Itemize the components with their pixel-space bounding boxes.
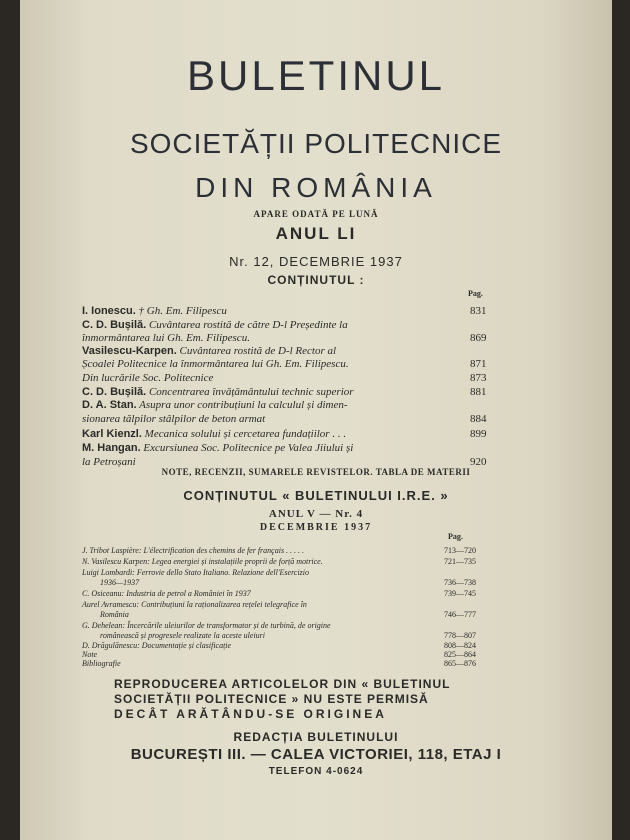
ire-entry: C. Osiceanu: Industria de petrol a României în 1937 — [82, 589, 251, 598]
frequency-line: APARE ODATĂ PE LUNĂ — [253, 209, 379, 219]
ire-entry: Bibliografie — [82, 659, 121, 668]
toc-author: I. Ionescu. — [82, 305, 136, 317]
toc-title: înmormântarea lui Gh. Em. Filipescu. — [82, 332, 250, 344]
toc-title: Mecanica solului și cercetarea fundațiilor . . . — [144, 428, 347, 440]
toc-entry — [82, 386, 354, 398]
ire-entry: D. Drăgulănescu: Documentație și clasificație — [82, 641, 232, 650]
ire-entry: Note — [82, 650, 98, 659]
toc-author: C. D. Bușilă. — [82, 319, 147, 331]
toc-page-number: 831 — [470, 305, 487, 317]
notice-line-1: REPRODUCEREA ARTICOLELOR DIN « BULETINUL — [114, 677, 451, 691]
toc-page-number: 920 — [470, 456, 487, 468]
ire-page-range: 865—876 — [444, 659, 476, 668]
ire-volume: ANUL V — Nr. 4 — [268, 508, 364, 520]
toc-page-number: 873 — [470, 372, 487, 384]
toc-entry — [82, 413, 265, 425]
journal-country: DIN ROMÂNIA — [195, 172, 437, 203]
toc-title: Excursiunea Soc. Politecnice pe Valea Jiiului și — [143, 442, 354, 454]
toc-author: Vasilescu-Karpen. — [82, 345, 177, 357]
toc-entry — [82, 428, 346, 440]
toc-page-number: 871 — [470, 358, 487, 370]
ire-entry: N. Vasilescu Karpen: Legea energiei și instalațiile proprii de forță motrice. — [82, 557, 323, 566]
toc-entry — [82, 319, 348, 331]
toc-title: la Petroșani — [82, 456, 136, 468]
notice-line-2: SOCIETĂȚII POLITECNICE » NU ESTE PERMISĂ — [114, 692, 429, 706]
toc-entry — [82, 305, 227, 317]
editorial-office: REDACȚIA BULETINULUI — [233, 730, 399, 744]
ire-page-range: 778—807 — [444, 631, 476, 640]
ire-page-header: Pag. — [448, 532, 463, 541]
toc-author: D. A. Stan. — [82, 399, 137, 411]
toc-title: Concentrarea învățământului technic superior — [148, 386, 354, 398]
ire-page-range: 721—735 — [444, 557, 476, 566]
toc-entry — [82, 332, 250, 344]
toc-entry — [82, 399, 348, 411]
ire-entry: românească și progresele realizate la aceste uleiuri — [100, 631, 266, 640]
toc-entry — [82, 358, 349, 370]
address-line: BUCUREȘTI III. — CALEA VICTORIEI, 118, ETAJ I — [130, 746, 502, 763]
toc-entry — [82, 345, 336, 357]
toc-title: Cuvântarea rostită de către D-l Președinte la — [148, 319, 348, 331]
toc-entry — [82, 442, 353, 454]
toc-author: C. D. Bușilă. — [82, 386, 147, 398]
ire-page-range: 736—738 — [444, 578, 476, 587]
ire-entry: G. Dehelean: Încercările uleiurilor de transformator și de turbină, de origine — [82, 621, 331, 630]
toc-title: Cuvântarea rostită de D-l Rector al — [179, 345, 337, 357]
toc-page-header: Pag. — [468, 289, 483, 298]
ire-entry: Luigi Lombardi: Ferrovie dello Stato Italiano. Relazione dell'Esercizio — [82, 568, 310, 577]
toc-page-number: 869 — [470, 332, 487, 344]
phone-line: TELEFON 4-0624 — [268, 766, 364, 777]
notice-line-3: DECÂT ARĂTÂNDU-SE ORIGINEA — [114, 707, 387, 721]
ire-page-range: 808—824 — [444, 641, 476, 650]
toc-page-number: 899 — [470, 428, 487, 440]
journal-title: BULETINUL — [186, 52, 446, 99]
journal-page — [20, 0, 612, 840]
toc-entry — [82, 372, 213, 384]
ire-entry: Aurel Avramescu: Contribuțiuni la raționalizarea rețelei telegrafice în — [82, 600, 307, 609]
ire-page-range: 746—777 — [444, 610, 476, 619]
ire-heading: CONȚINUTUL « BULETINULUI I.R.E. » — [183, 488, 449, 503]
toc-title: Din lucrările Soc. Politecnice — [82, 372, 214, 384]
contents-heading: CONȚINUTUL : — [267, 273, 365, 287]
toc-title: † Gh. Em. Filipescu — [138, 305, 227, 317]
ire-entry: J. Tribot Laspière: L'électrification des chemins de fer français . . . . . — [82, 546, 305, 555]
ire-date: DECEMBRIE 1937 — [259, 522, 373, 533]
toc-author: M. Hangan. — [82, 442, 141, 454]
ire-page-range: 825—864 — [444, 650, 476, 659]
toc-author: Karl Kienzl. — [82, 428, 142, 440]
ire-page-range: 739—745 — [444, 589, 476, 598]
issue-line: Nr. 12, DECEMBRIE 1937 — [229, 254, 403, 269]
ire-entry: 1936—1937 — [100, 578, 140, 587]
toc-title: Școalei Politecnice la înmormântarea lui Gh. Em. Filipescu. — [82, 358, 349, 370]
toc-page-number: 881 — [470, 386, 487, 398]
ire-page-range: 713—720 — [444, 546, 476, 555]
ire-entry: România — [100, 610, 129, 619]
year-line: ANUL LI — [275, 224, 357, 243]
notes-line: NOTE, RECENZII, SUMARELE REVISTELOR. TABLA DE MATERII — [161, 467, 471, 477]
journal-subtitle: SOCIETĂȚII POLITECNICE — [129, 128, 503, 159]
toc-page-number: 884 — [470, 413, 487, 425]
toc-title: Asupra unor contribuțiuni la calculul și dimen- — [139, 399, 348, 411]
toc-title: sionarea tălpilor stâlpilor de beton armat — [82, 413, 266, 425]
